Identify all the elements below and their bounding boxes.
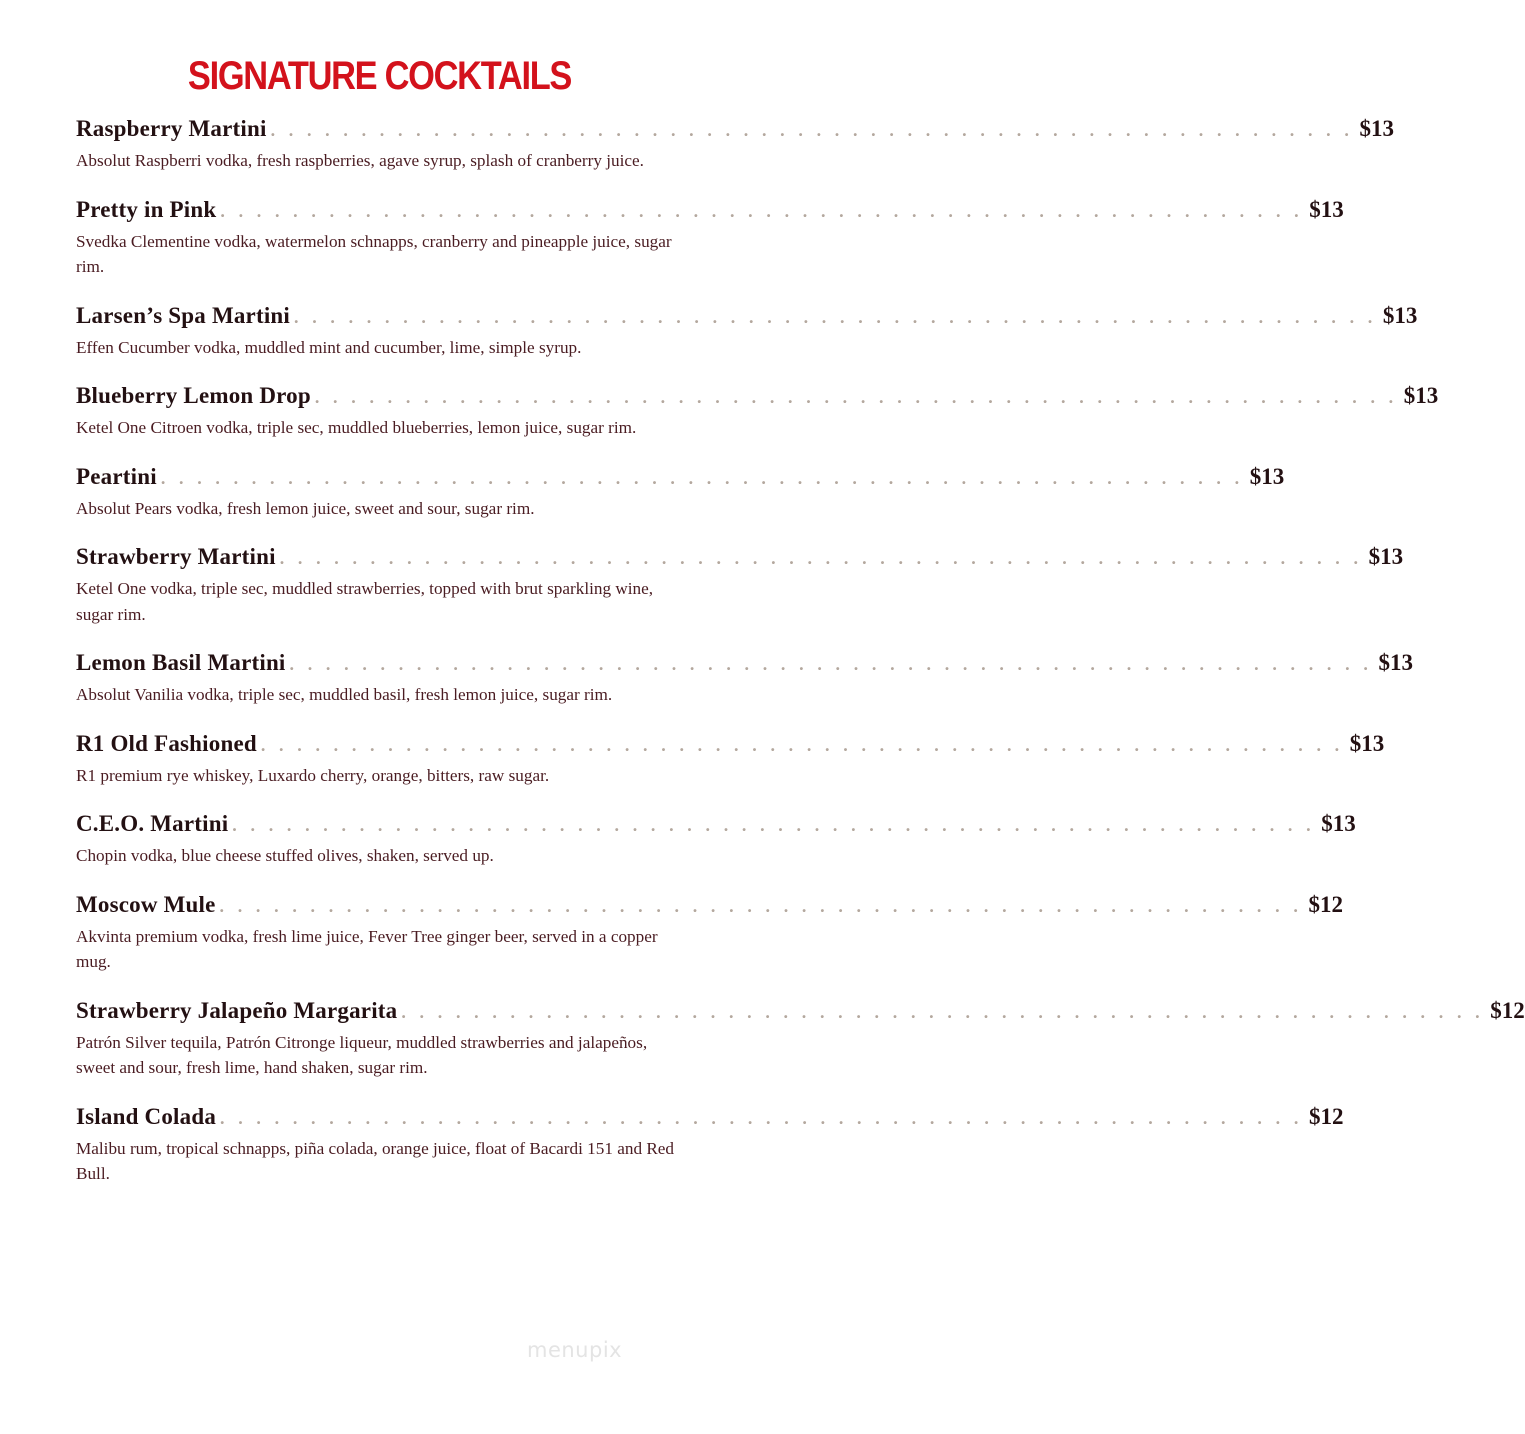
item-name: Strawberry Martini: [76, 544, 276, 569]
dot-leader: . . . . . . . . . . . . . . . . . . . . . . . . . . . . . . . . . . . . . . . . . . . . . . . . . . . . . . . . . . . .: [314, 387, 1398, 407]
dot-leader: . . . . . . . . . . . . . . . . . . . . . . . . . . . . . . . . . . . . . . . . . . . . . . . . . . . . . . . . . . . .: [160, 467, 1244, 488]
item-description: Effen Cucumber vodka, muddled mint and cucumber, lime, simple syrup.: [76, 337, 582, 357]
menu-item: [76, 116, 1394, 174]
menu-item-header: [76, 196, 1344, 229]
item-name: Strawberry Jalapeño Margarita: [76, 997, 398, 1023]
menu-item: [76, 730, 1385, 789]
dot-leader: . . . . . . . . . . . . . . . . . . . . . . . . . . . . . . . . . . . . . . . . . . . . . . . . . . . . . . . . . . . .: [219, 895, 1303, 916]
menu-item-header: [76, 650, 1413, 682]
item-description: Chopin vodka, blue cheese stuffed olives, shaken, served up.: [76, 846, 494, 865]
menu-item-header: [76, 1103, 1344, 1136]
menu-item-header: [76, 116, 1394, 148]
item-name: Blueberry Lemon Drop: [76, 383, 311, 408]
menu-item: [76, 196, 1344, 280]
dot-leader: . . . . . . . . . . . . . . . . . . . . . . . . . . . . . . . . . . . . . . . . . . . . . . . . . . . . . . . . . . . .: [220, 1107, 1303, 1128]
item-description: Absolut Raspberri vodka, fresh raspberries, agave syrup, splash of cranberry juice.: [76, 151, 644, 170]
item-description: Absolut Pears vodka, fresh lemon juice, sweet and sour, sugar rim.: [76, 498, 535, 518]
menu-item: [76, 463, 1285, 522]
item-description: Ketel One Citroen vodka, triple sec, muddled blueberries, lemon juice, sugar rim.: [76, 418, 637, 437]
menu-item-header: [76, 811, 1356, 843]
dot-leader: . . . . . . . . . . . . . . . . . . . . . . . . . . . . . . . . . . . . . . . . . . . . . . . . . . . . . . . . . . . .: [279, 548, 1363, 568]
item-price: $12: [1490, 997, 1525, 1023]
menu-item: [76, 650, 1413, 708]
menu-item: [76, 302, 1418, 361]
menu-item-header: [76, 463, 1285, 496]
item-description: Akvinta premium vodka, fresh lime juice, Fever Tree ginger beer, served in a copper mug.: [76, 926, 658, 971]
item-description: Absolut Vanilia vodka, triple sec, muddled basil, fresh lemon juice, sugar rim.: [76, 685, 613, 704]
menu-item: [76, 383, 1439, 441]
menu-item-header: [76, 544, 1404, 576]
menu-item: [76, 891, 1343, 975]
item-price: $13: [1321, 811, 1356, 836]
dot-leader: . . . . . . . . . . . . . . . . . . . . . . . . . . . . . . . . . . . . . . . . . . . . . . . . . . . . . . . . . . . .: [270, 120, 1354, 140]
item-price: $13: [1403, 383, 1439, 408]
dot-leader: . . . . . . . . . . . . . . . . . . . . . . . . . . . . . . . . . . . . . . . . . . . . . . . . . . . . . . . . . . . .: [232, 815, 1316, 835]
menu-item-header: [76, 997, 1525, 1030]
dot-leader: . . . . . . . . . . . . . . . . . . . . . . . . . . . . . . . . . . . . . . . . . . . . . . . . . . . . . . . . . . . .: [401, 1001, 1485, 1022]
item-name: C.E.O. Martini: [76, 811, 229, 836]
menu-title: SIGNATURE COCKTAILS: [187, 54, 572, 98]
menu-item-header: [76, 891, 1343, 924]
dot-leader: . . . . . . . . . . . . . . . . . . . . . . . . . . . . . . . . . . . . . . . . . . . . . . . . . . . . . . . . . . . .: [260, 734, 1344, 755]
item-price: $13: [1309, 196, 1344, 222]
item-price: $13: [1378, 650, 1413, 675]
menu-item: [76, 544, 1404, 627]
item-price: $13: [1382, 302, 1418, 328]
item-description: R1 premium rye whiskey, Luxardo cherry, orange, bitters, raw sugar.: [76, 765, 550, 785]
menu-item-header: [76, 383, 1439, 415]
menu-item-header: [76, 302, 1418, 335]
item-description: Ketel One vodka, triple sec, muddled strawberries, topped with brut sparkling wine, sugar rim.: [76, 579, 654, 624]
menu-item: [76, 1103, 1344, 1187]
item-name: Moscow Mule: [76, 891, 216, 917]
item-price: $13: [1249, 463, 1285, 489]
dot-leader: . . . . . . . . . . . . . . . . . . . . . . . . . . . . . . . . . . . . . . . . . . . . . . . . . . . . . . . . . . . .: [220, 200, 1304, 221]
menu-item-header: [76, 730, 1385, 763]
item-price: $13: [1368, 544, 1404, 569]
dot-leader: . . . . . . . . . . . . . . . . . . . . . . . . . . . . . . . . . . . . . . . . . . . . . . . . . . . . . . . . . . . .: [294, 306, 1377, 327]
item-name: Island Colada: [76, 1103, 217, 1129]
item-description: Patrón Silver tequila, Patrón Citronge liqueur, muddled strawberries and jalapeños, sweet and sour, fresh lime, hand shaken, sugar rim.: [76, 1032, 648, 1077]
item-price: $12: [1308, 1103, 1344, 1129]
item-name: Peartini: [76, 463, 157, 489]
menu-item: [76, 811, 1356, 869]
cocktail-list: [76, 116, 1525, 1210]
item-name: Pretty in Pink: [76, 196, 217, 222]
item-name: Raspberry Martini: [76, 116, 267, 141]
dot-leader: . . . . . . . . . . . . . . . . . . . . . . . . . . . . . . . . . . . . . . . . . . . . . . . . . . . . . . . . . . . .: [289, 654, 1373, 674]
item-description: Svedka Clementine vodka, watermelon schnapps, cranberry and pineapple juice, sugar rim.: [76, 231, 672, 276]
item-name: Lemon Basil Martini: [76, 650, 286, 675]
item-price: $13: [1349, 730, 1385, 756]
item-price: $13: [1359, 116, 1394, 141]
menupix-watermark: menupix: [527, 1338, 623, 1362]
item-name: R1 Old Fashioned: [76, 730, 257, 756]
item-description: Malibu rum, tropical schnapps, piña colada, orange juice, float of Bacardi 151 and Red Bull.: [76, 1138, 675, 1183]
menu-item: [76, 997, 1525, 1081]
item-name: Larsen’s Spa Martini: [76, 302, 290, 328]
item-price: $12: [1308, 891, 1343, 917]
